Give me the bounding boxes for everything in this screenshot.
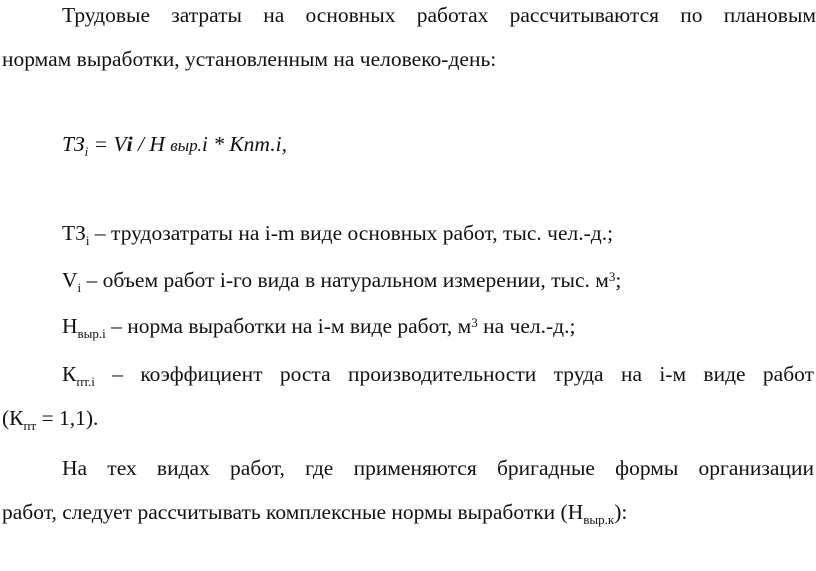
formula-end: ,: [281, 132, 287, 156]
definition-k-cont-sub: пт: [23, 418, 37, 433]
definition-v-tail: ;: [615, 268, 622, 292]
definition-v-symbol: V: [62, 268, 78, 292]
paragraph-2-line-2: [0, 499, 816, 525]
formula-div: / Н: [132, 132, 171, 156]
paragraph-2-line-2-text: работ, следует рассчитывать комплексные нормы выработки (Н: [2, 500, 584, 524]
formula-v-sub: i: [126, 132, 133, 156]
definition-k-cont-rest: = 1,1).: [36, 406, 99, 430]
formula: [0, 131, 816, 159]
definition-h-symbol: Н: [62, 314, 78, 338]
definition-tz-symbol: ТЗ: [62, 221, 86, 245]
formula-lhs-sub: i: [84, 144, 89, 159]
formula-norm-i: i: [201, 132, 208, 156]
paragraph-2-line-2-end: ):: [614, 500, 628, 524]
definition-k-continuation: [0, 405, 816, 431]
definition-v-text: – объем работ i-го вида в натуральном измерении, тыс. м: [81, 268, 609, 292]
definition-tz-sub: i: [85, 233, 90, 248]
definition-tz-text: – трудозатраты на i-m виде основных работ, тыс. чел.-д.;: [89, 221, 614, 245]
definition-k-symbol: К: [62, 362, 77, 386]
paragraph-2-line-1: На тех видах работ, где применяются бригадные формы организации: [62, 456, 814, 480]
definition-tz: [0, 220, 816, 246]
definition-h-sup: 3: [471, 315, 478, 330]
definition-k-sub: пт.i: [76, 374, 95, 389]
definition-h-tail: на чел.-д.;: [477, 314, 576, 338]
formula-norm-sub: выр.: [170, 136, 202, 155]
definition-v-sub: i: [77, 280, 82, 295]
formula-mult: * К: [207, 132, 244, 156]
definition-v: [0, 267, 816, 293]
paragraph-1-line-2: нормам выработки, установленным на человеко-день:: [2, 47, 497, 71]
paragraph-2-line-2-sub: выр.к: [583, 512, 615, 527]
paragraph-1-line-1: Трудовые затраты на основных работах рассчитываются по плановым: [62, 3, 816, 27]
formula-eq: = V: [88, 132, 127, 156]
definition-k: [0, 361, 814, 387]
definition-h-sub: выр.i: [77, 326, 106, 341]
definition-v-sup: 3: [608, 269, 616, 284]
definition-h: [0, 313, 816, 339]
definition-k-text: – коэффициент роста производительности труда на i-м виде работ: [94, 362, 814, 386]
definition-k-cont-open: (К: [2, 406, 24, 430]
definition-h-text: – норма выработки на i-м виде работ, м: [105, 314, 472, 338]
formula-k-sub: пт.i: [243, 132, 282, 156]
formula-lhs: ТЗ: [62, 132, 85, 156]
